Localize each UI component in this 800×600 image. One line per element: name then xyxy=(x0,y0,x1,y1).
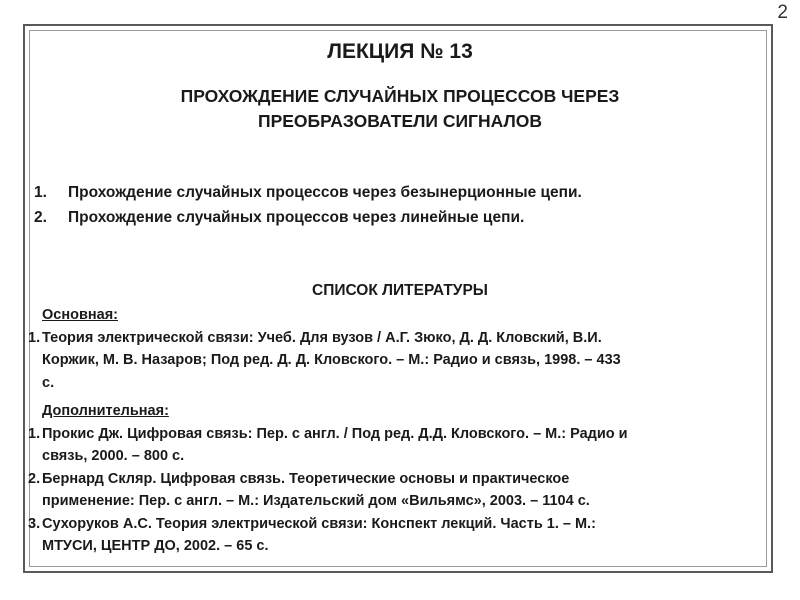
literature-heading: СПИСОК ЛИТЕРАТУРЫ xyxy=(312,282,488,299)
topic-item xyxy=(34,180,754,205)
literature-item-line: Сухоруков А.С. Теория электрической связи: Конспект лекций. Часть 1. – М.: xyxy=(42,515,596,532)
topic-text: Прохождение случайных процессов через безынерционные цепи. xyxy=(68,184,582,201)
lecture-subtitle xyxy=(0,84,800,134)
literature-item-number: 3. xyxy=(28,515,41,532)
topic-item xyxy=(34,205,754,230)
literature-item xyxy=(28,423,768,468)
extra-literature-label: Дополнительная: xyxy=(42,403,169,419)
topics-list xyxy=(34,180,754,230)
literature-item-line: связь, 2000. – 800 с. xyxy=(42,448,185,464)
page-number: 2 xyxy=(777,2,788,23)
lecture-title: ЛЕКЦИЯ № 13 xyxy=(327,40,473,63)
literature-item xyxy=(28,513,768,558)
literature-item-line: Прокис Дж. Цифровая связь: Пер. с англ. / Под ред. Д.Д. Кловского. – М.: Радио и xyxy=(42,425,628,442)
literature-item-line: Коржик, М. В. Назаров; Под ред. Д. Д. Кловского. – М.: Радио и связь, 1998. – 433 xyxy=(42,352,621,368)
literature-item-number: 1. xyxy=(28,425,41,442)
literature-item-number: 2. xyxy=(28,470,41,487)
literature-item xyxy=(28,468,768,513)
topic-number: 1. xyxy=(34,184,47,201)
main-literature-label: Основная: xyxy=(42,307,118,323)
subtitle-line: ПРЕОБРАЗОВАТЕЛИ СИГНАЛОВ xyxy=(258,111,542,131)
literature-item-line: МТУСИ, ЦЕНТР ДО, 2002. – 65 с. xyxy=(42,538,269,554)
literature-list xyxy=(28,304,768,558)
literature-item xyxy=(28,327,768,395)
literature-item-line: с. xyxy=(42,374,55,391)
literature-item-line: Бернард Скляр. Цифровая связь. Теоретические основы и практическое xyxy=(42,470,570,487)
literature-item-number: 1. xyxy=(28,329,41,346)
literature-item-line: Теория электрической связи: Учеб. Для вузов / А.Г. Зюко, Д. Д. Кловский, В.И. xyxy=(42,329,602,346)
topic-text: Прохождение случайных процессов через линейные цепи. xyxy=(68,209,525,226)
literature-item-line: применение: Пер. с англ. – М.: Издательский дом «Вильямс», 2003. – 1104 с. xyxy=(42,493,590,509)
topic-number: 2. xyxy=(34,209,47,226)
subtitle-line: ПРОХОЖДЕНИЕ СЛУЧАЙНЫХ ПРОЦЕССОВ ЧЕРЕЗ xyxy=(180,86,620,106)
